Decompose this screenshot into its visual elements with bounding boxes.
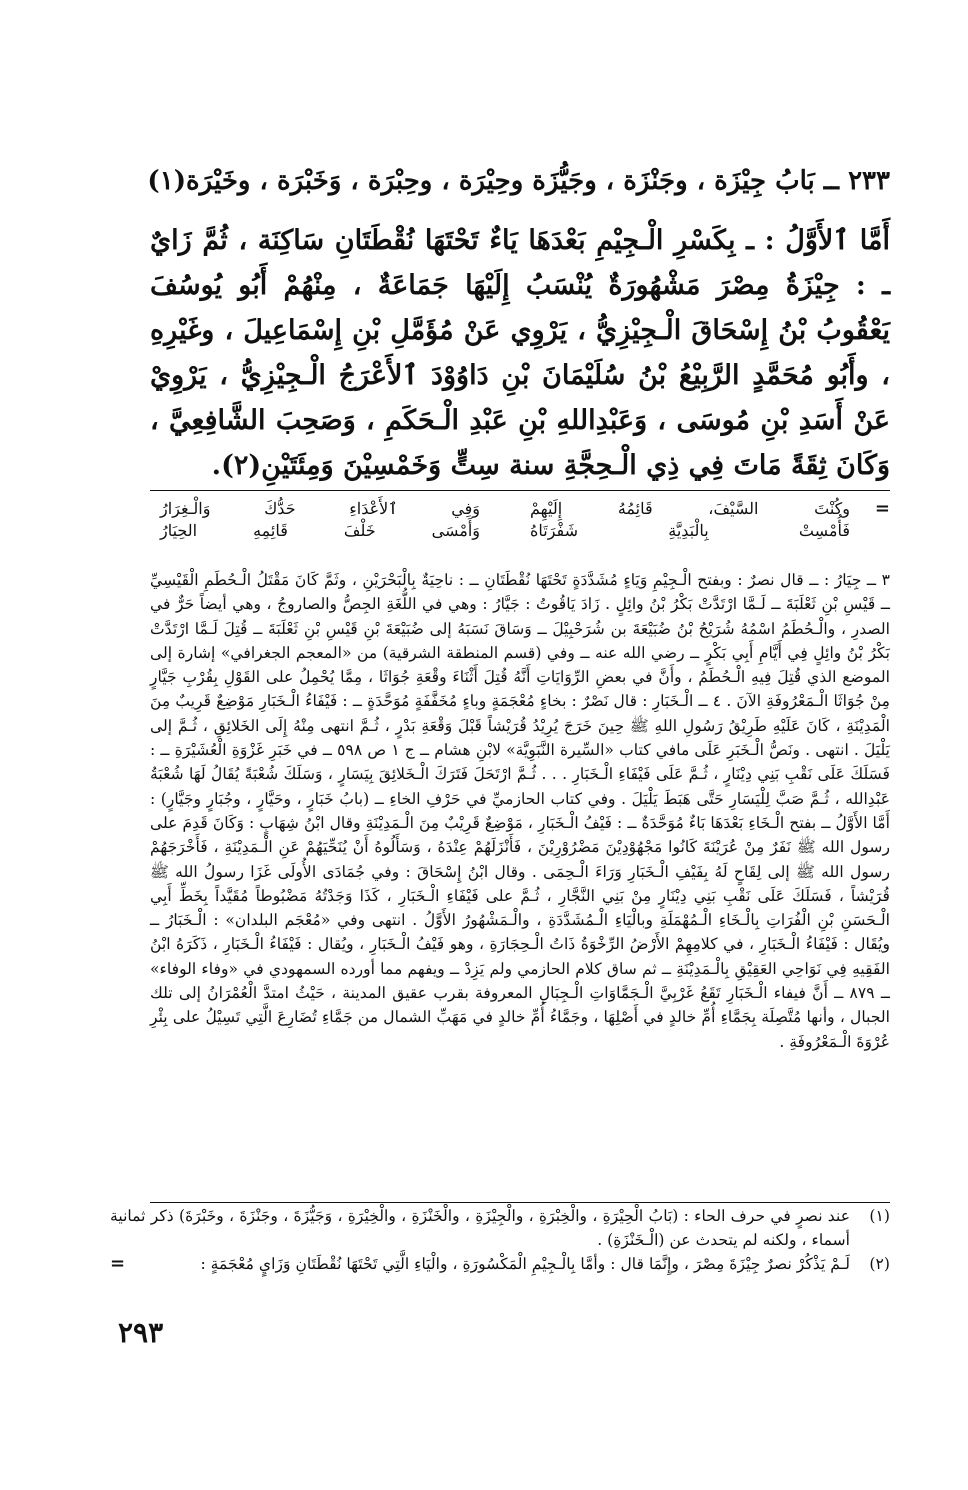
footnote-1	[110, 1204, 890, 1252]
footnote-number: (٢)	[869, 1255, 890, 1273]
footnote-2	[110, 1252, 890, 1276]
page-number: ٢٩٣	[118, 1316, 164, 1349]
main-paragraph: أَمَّا ٱلأَوَّلُ : ـ بِكَسْرِ الْـجِيْمِ بَعْدَهَا يَاءٌ تَحْتَهَا نُقْطَتَانِ سَاكِنَة ، ثُمَّ زَايٌ ـ : جِيْزَةُ مِصْرَ مَشْهُورَةٌ يُنْسَبُ إِلَيْهَا جَمَاعَةٌ ، مِنْهُمْ أَبُو يُوسُفَ يَعْقُوبُ بْنُ إِسْحَاقَ الْـجِيْزِيُّ ، يَرْوِي عَنْ مُؤَمَّلِ بْنِ إِسْمَاعِيلَ ، وغَيْرِهِ ، وأَبُو مُحَمَّدٍ الرَّبِيْعُ بْنُ سُلَيْمَانَ بْنِ دَاوُوْدَ ٱلأَعْرَجُ الْـجِيْزِيُّ ، يَرْوِيْ عَنْ أَسَدِ بْنِ مُوسَى ، وَعَبْدِاللهِ بْنِ عَبْدِ الْـحَكَمِ ، وَصَحِبَ الشَّافِعِيَّ ، وَكَانَ ثِقَةً مَاتَ فِي ذِي الْـحِجَّةِ سنة سِتٍّ وَخَمْسِيْنَ وَمِئَتَيْنِ(٢).	[150, 225, 890, 481]
verse-hemistich-right: وكُنْتَ السَّيْفَ، قَائِمُهُ إِلَيْهِمْ	[530, 499, 850, 518]
verse-hemistich-left: وَفِي ٱلأَعْدَاءِ حَدُّكَ وَالْـغِرَارُ	[160, 499, 480, 518]
verse-hemistich-right: فَأُمْسِتْ بِالْبَدِيَّةِ شَفْرَتَاهُ	[530, 521, 850, 540]
footnote-text: عند نصرٍ في حرف الحاء : (بَابُ الْحِيْرَةِ ، والْخِبْرَةِ ، والْجِيْزَةِ ، والْخَنْزَةِ ، والْخِيْرَةِ ، وَجَيُّزَةَ ، وجَنْزَةَ ، وخَبْرَةَ) ذكر ثمانية أسماء ، ولكنه لم يتحدث عن (الْـخَنْزَةِ) .	[110, 1207, 850, 1249]
verse-block	[150, 498, 890, 546]
notes-continuation: ٣ ــ جِيَارُ : ــ قال نصرٌ : وبفتح الْـجِيْمِ وَيَاءٍ مُشَدَّدَةٍ تَحْتَهَا نُقْطَتَانِ ــ : ناحِيَةٌ بِالْبَحْرَيْنِ ، وثَمَّ كَانَ مَقْتَلُ الْـحُطَمِ الْقَيْسِيِّ ــ قَيْسِ بْنِ ثَعْلَبَةَ ــ لَـمَّا ارْتَدَّتْ بَكْرُ بْنُ وائِلٍ . زَادَ يَاقُوتُ : جَيَّارُ : وهي في اللُّغَةِ الجِصُّ والصاروجُ ، وهي أيضاً حَرٌّ في الصدرِ ، والْـحُطَمُ اسْمُهُ شُرَيْحُ بْنُ ضُبَيْعَةَ بن شُرَحْبِيْلَ ــ وَسَاقَ نَسَبَهُ إلى ضُبَيْعَةَ بْنِ قَيْسِ بْنِ ثَعْلَبَةَ ــ قُتِلَ لَـمَّا ارْتَدَّتْ بَكْرُ بْنُ وائِلٍ فِي أَيَّامِ أَبِي بَكْرٍ ــ رضي الله عنه ــ وفي (قسم المنطقة الشرقية) من «المعجم الجغرافي» إشارة إلى الموضع الذي قُتِلَ فِيهِ الْـحُطَمُ ، وأَنَّ في بعضِ الرِّوَايَاتِ أَنَّهُ قُتِلَ أَثْنَاءَ وقْعَةِ جُوَاثَا ، مِمَّا يُحْمِلُ على القَوْلِ بِقُرْبِ جَيَّارٍ مِنْ جُوَاثَا الْـمَعْرُوفَةِ الآنَ . ٤ ــ الْـخَبَارِ : قال نَصْرٌ : بخاءٍ مُعْجَمَةٍ وباءٍ مُخَفَّفَةٍ مُوَحَّدَةٍ ــ : فَيْفَاءُ الْـخَبَارِ مَوْضِعٌ قَرِيبٌ مِنَ الْمَدِيْنَةِ ، كَانَ عَلَيْهِ طَرِيْقُ رَسُولِ اللهِ ﷺ حِينَ خَرَجَ يُرِيْدُ قُرَيْشاً قَبْلَ وَقْعَةِ بَدْرٍ ، ثُـمَّ انتهى مِنْهُ إِلَى الخَلائِقِ ، ثُـمَّ إلى يَلْيَلَ . انتهى . ونَصُّ الْـخَبَرِ عَلَى مافي كتاب «السِّيرة النَّبَوِيَّة» لابْنِ هشام ــ ج ١ ص ٥٩٨ ــ في خَبَرِ غَزْوَةِ الْعُشَيْرَةِ ــ : فَسَلَكَ عَلَى نَقْبِ بَنِي دِيْنَارٍ ، ثُـمَّ عَلَى فَيْفَاءِ الْـخَبَارِ . . . ثُـمَّ ارْتَحَلَ فَتَرَكَ الْـخَلائِقَ بِيَسَارٍ ، وَسَلَكَ شُعْبَةً يُقَالُ لَهَا شُعْبَةُ عَبْدِالله ، ثُـمَّ صَبَّ لِلْيَسَارِ حَتَّى هَبَطَ يَلْيَلَ . وفي كتاب الحازميِّ في حَرْفِ الخاءِ ــ (بابُ خَبَارٍ ، وحَيَّارٍ ، وجُبَارٍ وجَيَّارٍ) : أَمَّا الأَوَّلُ ــ بفتح الْـخَاءِ بَعْدَهَا بَاءٌ مُوَحَّدَةٌ ــ : فَيْفُ الْـخَبَارِ ، مَوْضِعٌ قَرِيْبٌ مِنَ الْـمَدِيْنَةِ وقال ابْنُ شِهَابٍ : وَكَانَ قَدِمَ على رسول الله ﷺ نَفَرٌ مِنْ عُرَيْنَةَ كَانُوا مَجْهُوْدِيْنَ مَضْرُوْرِيْنَ ، فَأَنْزَلَهُمْ عِنْدَهُ ، وَسَأَلُوهُ أَنْ يُنَحِّيَهُمْ عَنِ الْـمَدِيْنَةِ ، فَأَخْرَجَهُمْ رسول الله ﷺ إلى لِقَاحٍ لَهُ بِفَيْفِ الْـخَبَارِ وَرَاءَ الْـحِمَى . وقال ابْنُ إِسْحَاقَ : وفي جُمَادَى الأُولَى غَزَا رسولُ الله ﷺ قُرَيْشاً ، فَسَلَكَ عَلَى نَقْبِ بَنِي دِيْنَارٍ مِنْ بَنِي النَّجَّارِ ، ثُـمَّ على فَيْفَاءِ الْـخَبَارِ ، كَذَا وَجَدْتُهُ مَضْبُوطاً مُقَيَّداً بِخَطِّ أَبِي الْـحَسَنِ بْنِ الْفُرَاتِ بِالْـخَاءِ الْـمُهْمَلَةِ وبالْيَاءِ الْـمُشَدَّدَةِ ، والْـمَشْهُورُ الأَوَّلُ . انتهى وفي «مُعْجَم البلدان» : الْـخَبَارُ ــ ويُقَال : فَيْفَاءُ الْـخَبَارِ ، في كلامِهِمْ الأَرْضُ الرِّخْوَةُ ذَاتُ الْـحِجَارَةِ ، وهو فَيْفُ الْـخَبَارِ ، ويُقال : فَيْفَاءُ الْـخَبَارِ ، ذَكَرَهُ ابْنُ الفَقِيهِ فِي نَوَاحِي العَقِيْقِ بِالْـمَدِيْنَةِ ــ ثم ساق كلام الحازمي ولم يَزِدْ ــ ويفهم مما أورده السمهودي في «وفاء الوفاء» ــ ٨٧٩ ــ أَنَّ فيفاء الْـخَبَارِ تَقَعُ غَرْبِيَّ الْـجَمَّاوَاتِ الْـجِبَالِ المعروفة بقرب عقيق المدينة ، حَيْثُ امتدَّ الْعُمْرَانُ إلى تلك الجبال ، وأنها مُتَّصِلَة بِجَمَّاءِ أُمِّ خالدٍ في أَصْلِهَا ، وجَمَّاءُ أُمِّ خالدٍ في مَهَبِّ الشمال من جَمَّاءِ تُضَارِعَ الَّتِي تَسِيْلُ على بِئْرِ عُرْوَةَ الْـمَعْرُوفَةِ .	[150, 571, 891, 1051]
verse-line	[160, 498, 850, 520]
footnote-number: (١)	[869, 1207, 890, 1225]
footnotes	[110, 1204, 890, 1276]
chapter-heading: ٢٣٣ ــ بَابُ جِيْزَة ، وجَنْزَة ، وجَيُّزَة وحِيْرَة ، وحِبْرَة ، وَخَبْرَة ، وخَيْرَة(١)	[147, 166, 890, 196]
footnote-separator-bottom	[150, 1202, 890, 1203]
verse-line	[160, 520, 850, 542]
verse-hemistich-left: وَأَمْسَى خَلْفَ قَائِمِهِ الحِيَارُ	[160, 521, 480, 540]
footnote-text: لَـمْ يَذْكُرْ نصرٌ جِيْزَةَ مِصْرَ ، وإِنَّمَا قال : وأمَّا بِالْـجِيْمِ الْمَكْسُورَةِ ، والْيَاءِ الَّتِي تَحْتَهَا نُقْطَتَانِ وَزَايٍ مُعْجَمَةٍ :	[200, 1255, 850, 1273]
continuation-marker: =	[110, 1253, 126, 1274]
footnote-separator-top	[150, 490, 890, 491]
verse-continuation-marker: =	[874, 498, 890, 519]
